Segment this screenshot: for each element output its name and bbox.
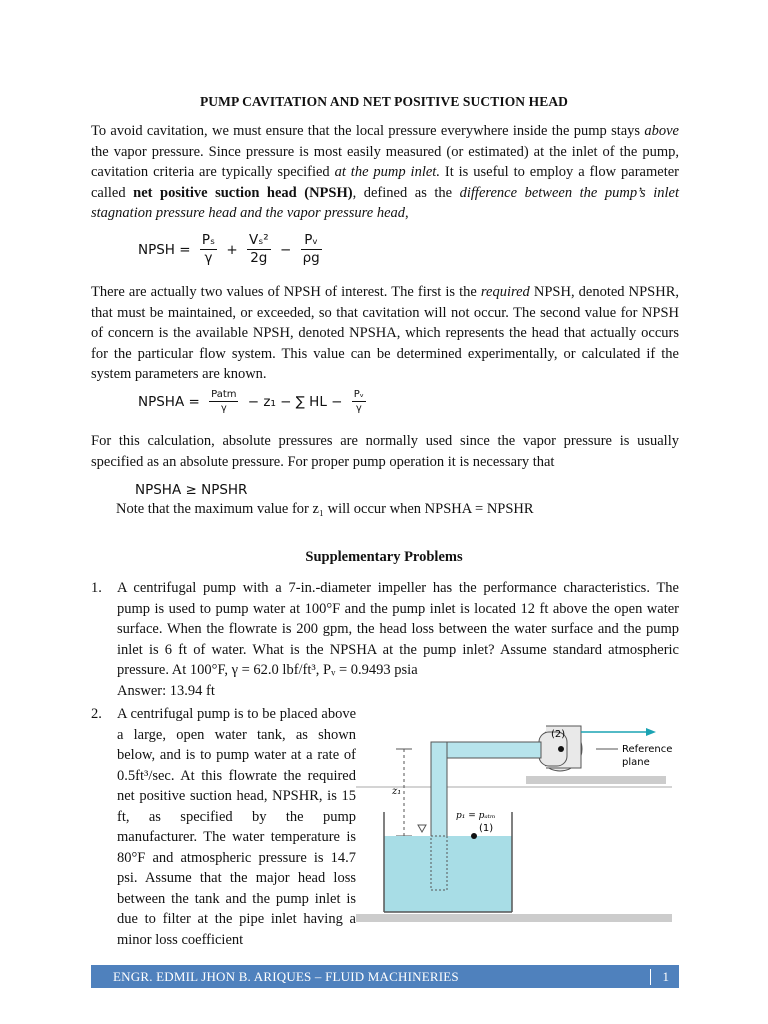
npsh-equation: NPSH = $\frac{\text{Pₛ}}{\gamma}$ + $\frac{\text{Vₛ²}}{2g}$ − $\frac{\text{Pᵥ}}{\rho g}$ — [138, 232, 320, 266]
problem-1: 1. A centrifugal pump with a 7-in.-diameter impeller has the performance characteristics. The pump is used to pump water at 100°F and the pump inlet is located 12 ft above the open water surface. When the flowrate is 200 gpm, the head loss between the water surface and the pump inlet is 6 ft of water. What is the NPSHA at the pump inlet? Assume standard atmospheric pressure. At 100°F, γ = 62.0 lbf/ft³, Pᵥ = 0.9493 psia Answer: 13.94 ft — [91, 578, 679, 701]
npsh-inequality: NPSHA ≥ NPSHR — [135, 482, 248, 498]
ground-base — [356, 914, 672, 922]
page-footer — [91, 965, 679, 988]
point-2-marker — [558, 746, 564, 752]
intro-paragraph: To avoid cavitation, we must ensure that the local pressure everywhere inside the pump stays above the vapor pressure. Since pressure is most easily measured (or estimated) at the inlet of the pump, cavitation criteria are typically specified at the pump inlet. It is useful to employ a flow parameter called net positive suction head (NPSH), defined as the difference between the pump’s inlet stagnation pressure head and the vapor pressure head, — [91, 123, 679, 221]
water-surface-symbol — [418, 825, 426, 832]
reference-plane-label: Reference — [622, 744, 673, 755]
page-number: 1 — [650, 969, 670, 985]
npsha-equation: NPSHA = $\frac{\text{Patm}}{\gamma}$ − z₁ − ∑ HL − $\frac{\text{Pᵥ}}{\gamma}$ — [138, 389, 364, 414]
reference-plane-label-2: plane — [622, 757, 650, 768]
note-line: Note that the maximum value for z₁ will occur when NPSHA = NPSHR — [116, 501, 534, 517]
problem-1-answer: Answer: 13.94 ft — [117, 682, 215, 699]
page-title: PUMP CAVITATION AND NET POSITIVE SUCTION HEAD — [199, 94, 569, 109]
label-point-2: (2) — [551, 729, 566, 740]
pipe-submerged — [431, 836, 447, 890]
label-point-1: (1) — [479, 823, 494, 834]
discharge-arrowhead — [646, 728, 656, 736]
absolute-pressure-paragraph: For this calculation, absolute pressures are normally used since the vapor pressure is usually specified as an absolute pressure. For proper pump operation it is necessary that — [91, 433, 679, 470]
footer-text: ENGR. EDMIL JHON B. ARIQUES – FLUID MACHINERIES — [113, 969, 459, 984]
tank-water — [384, 836, 512, 912]
npsh-definition-paragraph: There are actually two values of NPSH of interest. The first is the required NPSH, denoted NPSHR, that must be maintained, or exceeded, so that cavitation will not occur. The second value for NPSH of concern is the available NPSH, denoted NPSHA, which represents the head that actually occurs for the particular flow system. This value can be determined experimentally, or calculated if the system parameters are known. — [91, 284, 680, 382]
point-1-marker — [471, 833, 477, 839]
problem-2: 2. A centrifugal pump is to be placed above a large, open water tank, as shown below, and is to pump water at a rate of 0.5ft³/sec. At this flowrate the required net positive suction head, NPSHR, is 15 ft, as specified by the pump manufacturer. The water temperature is 80°F and atmospheric pressure is 14.7 psi. Assume that the major head loss between the tank and the pump inlet is due to filter at the pipe inlet having a minor loss coefficient — [91, 706, 356, 948]
pump-base — [526, 776, 666, 784]
pump-tank-diagram — [356, 712, 676, 932]
section-heading: Supplementary Problems — [305, 549, 463, 565]
z1-label: z₁ — [392, 786, 402, 797]
p1-label: p₁ = pₐₜₘ — [456, 811, 496, 821]
